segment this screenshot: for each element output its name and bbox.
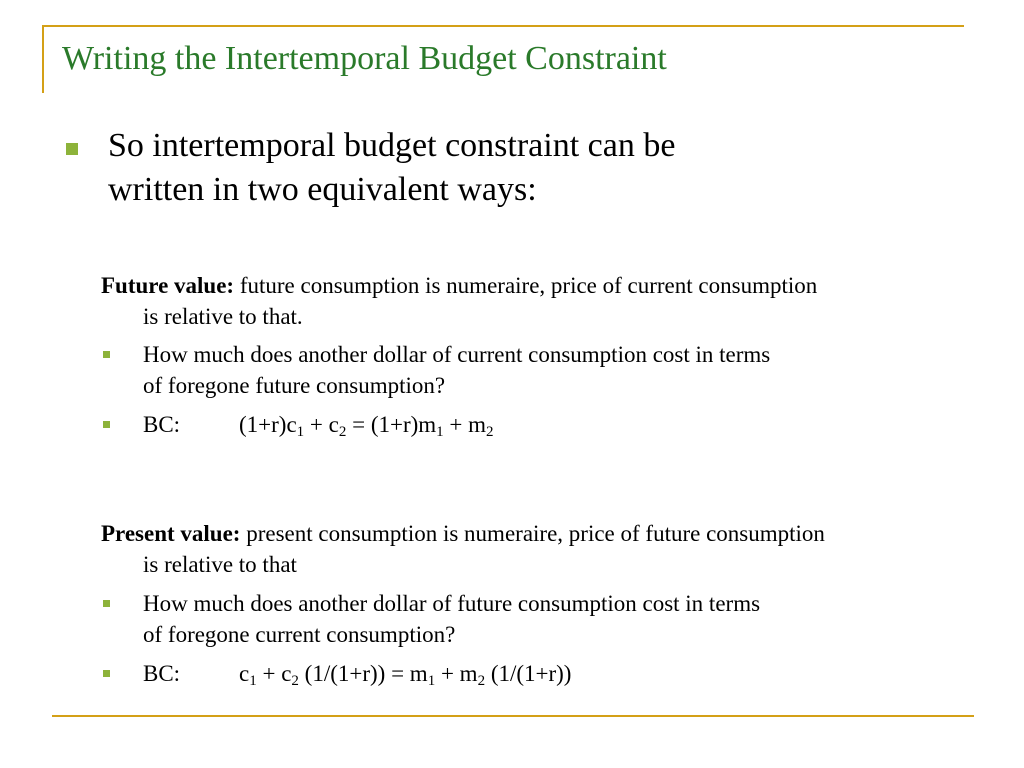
equation-subscript: 1 (436, 424, 444, 440)
equation-term: (1+r)c (239, 412, 297, 437)
equation-term: + m (435, 661, 478, 686)
equation-term: + c (256, 661, 292, 686)
equation-term: (1/(1+r)) (485, 661, 572, 686)
equation-subscript: 2 (477, 673, 486, 689)
equation-term: c (239, 661, 250, 686)
main-bullet-text: So intertemporal budget constraint can be written in two equivalent ways: (108, 127, 676, 208)
future-value-question: How much does another dollar of current consumption cost in terms of foregone future consumption? (143, 342, 771, 398)
title-rule-horizontal (42, 25, 964, 27)
equation-subscript: 1 (249, 673, 257, 689)
bc-label: BC: (143, 412, 181, 437)
future-value-heading: Future value: (101, 273, 235, 298)
equation-subscript: 1 (296, 424, 305, 440)
bullet-square-icon (103, 600, 110, 607)
equation-term: = (1+r)m (346, 412, 437, 437)
equation-subscript: 2 (291, 673, 299, 689)
slide-title: Writing the Intertemporal Budget Constraint (62, 40, 667, 77)
equation-term: (1/(1+r)) = m (298, 661, 428, 686)
present-value-equation-line (143, 658, 783, 689)
equation-subscript: 2 (486, 424, 494, 440)
bullet-square-icon (103, 670, 110, 677)
bc-label: BC: (143, 661, 181, 686)
present-value-description: present consumption is numeraire, price of future consumption is relative to that (143, 521, 825, 577)
future-value-equation-line (143, 409, 783, 440)
equation-subscript: 2 (338, 424, 347, 440)
bullet-square-icon (103, 351, 110, 358)
future-value-paragraph (101, 270, 833, 332)
footer-rule (52, 715, 974, 717)
title-rule-vertical (42, 25, 44, 93)
future-value-description: future consumption is numeraire, price of current consumption is relative to that. (143, 273, 818, 329)
present-value-paragraph (101, 518, 833, 580)
equation-subscript: 1 (427, 673, 436, 689)
equation-term: + m (443, 412, 487, 437)
present-value-heading: Present value: (101, 521, 241, 546)
bullet-square-icon (103, 421, 110, 428)
present-value-question: How much does another dollar of future consumption cost in terms of foregone current consumption? (143, 591, 761, 647)
equation-term: + c (304, 412, 339, 437)
bullet-square-icon (66, 143, 78, 155)
